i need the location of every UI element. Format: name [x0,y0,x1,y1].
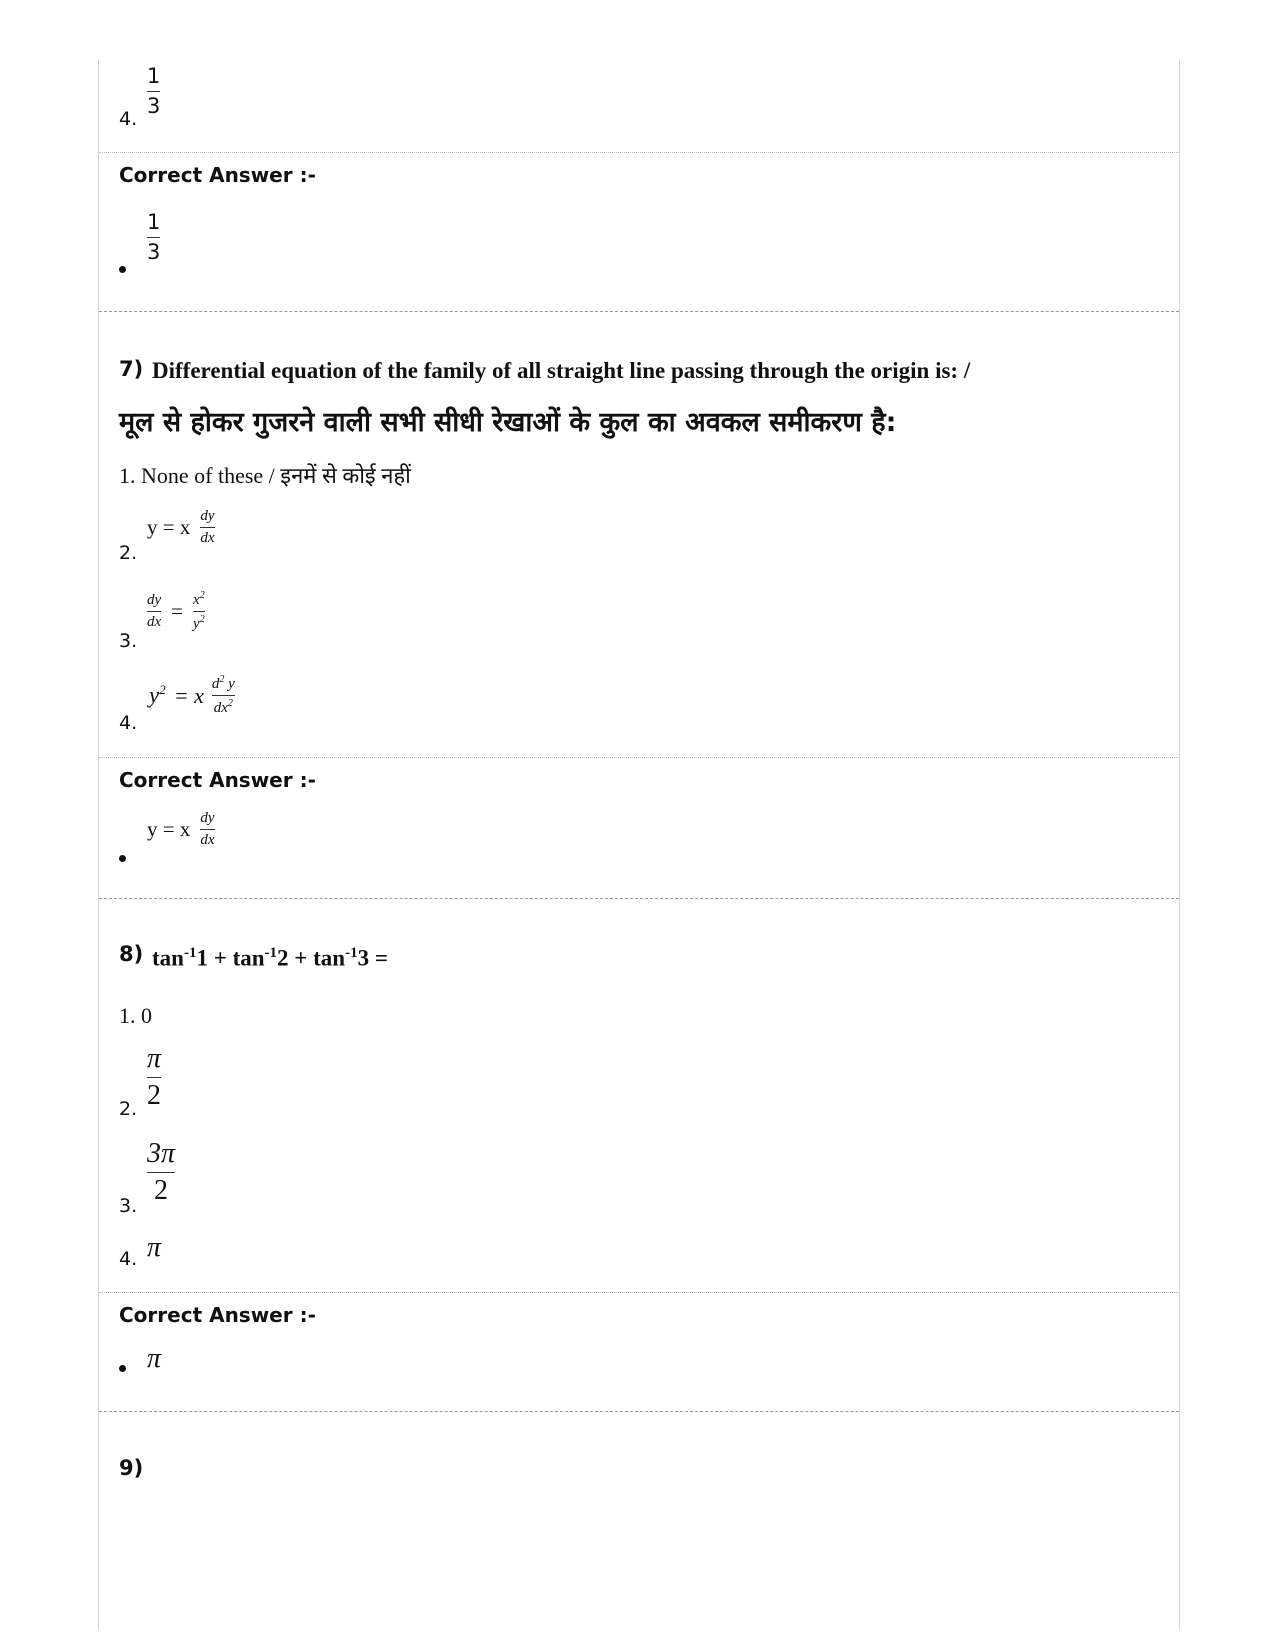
question-separator [99,1411,1179,1412]
question-8-option-4-value: π [147,1232,162,1263]
question-9-number: 9) [119,1456,144,1480]
correct-answer-bullet [119,1365,126,1372]
question-7-correct-answer-label: Correct Answer :- [119,768,316,792]
correct-answer-bullet [119,266,126,273]
question-8-option-2-fraction: π 2 [147,1043,162,1111]
divider [99,152,1179,153]
question-7-option-4-number: 4. [119,712,138,734]
question-separator [99,311,1179,312]
question-7-option-2-number: 2. [119,542,138,564]
question-8-correct-answer-label: Correct Answer :- [119,1303,316,1327]
question-8-option-4-number: 4. [119,1248,138,1270]
prev-correct-answer-fraction: 1 3 [147,210,161,264]
prev-option-4-number: 4. [119,108,138,130]
question-7-option-4-math: $y^2$ = x $d^2$ y $dx^2$ [149,674,235,716]
question-7-option-3-math: dy dx = $x^2$ $y^2$ [147,590,205,632]
question-7-option-2-math: y = x dy dx [147,508,215,546]
question-separator [99,898,1179,899]
question-7-option-3-number: 3. [119,630,138,652]
question-8-expression: $\tan^{-1}1 + \tan^{-1}2 + \tan^{-1}3$ = [152,945,388,971]
question-paper-page [98,60,1180,1630]
question-7-correct-answer-math: y = x dy dx [147,810,215,848]
question-8-number: 8) [119,942,144,966]
question-7-text-hindi: मूल से होकर गुजरने वाली सभी सीधी रेखाओं के कुल का अवकल समीकरण है: [119,407,897,438]
correct-answer-bullet [119,855,126,862]
question-8-correct-answer-value: π [147,1343,162,1374]
question-8-option-2-number: 2. [119,1098,138,1120]
divider [99,1292,1179,1293]
question-8-option-1: 1. 0 [119,1003,152,1028]
question-7-option-1: 1. None of these / इनमें से कोई नहीं [119,463,411,488]
question-7-number: 7) [119,357,144,381]
question-7-text-english: Differential equation of the family of all straight line passing through the origin is: / [152,358,971,383]
question-8-option-3-number: 3. [119,1195,138,1217]
question-8-option-3-fraction: 3π 2 [147,1138,176,1206]
prev-option-4-fraction: 1 3 [147,64,161,118]
divider [99,757,1179,758]
correct-answer-label: Correct Answer :- [119,163,316,187]
